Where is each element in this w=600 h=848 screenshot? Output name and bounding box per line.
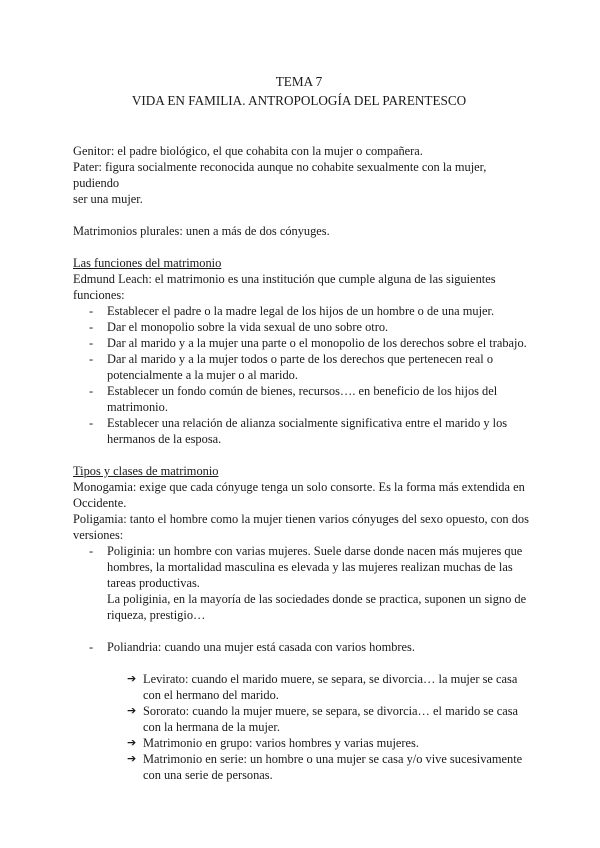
genitor-definition: Genitor: el padre biológico, el que cohabita con la mujer o compañera.: [73, 144, 423, 158]
polygamy-versions-list: [73, 543, 533, 655]
list-item: - Dar al marido y a la mujer todos o parte de los derechos que pertenecen real o potencialmente a la mujer o al marido.: [73, 351, 533, 383]
list-item: - Dar el monopolio sobre la vida sexual de uno sobre otro.: [73, 319, 533, 335]
functions-intro-line2: funciones:: [73, 288, 125, 302]
monogamy-line2: Occidente.: [73, 496, 127, 510]
pater-definition-line2: ser una mujer.: [73, 192, 143, 206]
list-item: - Establecer un fondo común de bienes, recursos…. en beneficio de los hijos del matrimonio.: [73, 383, 533, 415]
arrow-bullet-icon: ➔: [127, 752, 137, 765]
title-topic: TEMA 7: [275, 74, 323, 89]
title-subject: VIDA EN FAMILIA. ANTROPOLOGÍA DEL PARENTESCO: [131, 93, 467, 108]
pater-definition-line1: Pater: figura socialmente reconocida aunque no cohabite sexualmente con la mujer, pudiendo: [73, 160, 487, 190]
list-item: ➔ Sororato: cuando la mujer muere, se separa, se divorcia… el marido se casa con la hermana de la mujer.: [127, 704, 519, 734]
arrow-bullet-icon: ➔: [127, 736, 137, 749]
list-item: ➔ Levirato: cuando el marido muere, se separa, se divorcia… la mujer se casa con el hermano del marido.: [127, 672, 518, 702]
document-page: [73, 72, 533, 783]
list-item: - Establecer una relación de alianza socialmente significativa entre el marido y los hermanos de la esposa.: [73, 415, 533, 447]
monogamy-line1: Monogamia: exige que cada cónyuge tenga un solo consorte. Es la forma más extendida en: [73, 480, 525, 494]
functions-heading: Las funciones del matrimonio: [73, 256, 222, 270]
list-item: - Establecer el padre o la madre legal de los hijos de un hombre o de una mujer.: [73, 303, 533, 319]
types-heading: Tipos y clases de matrimonio: [73, 464, 219, 478]
arrow-bullet-icon: ➔: [127, 672, 137, 685]
polygamy-line1: Poligamia: tanto el hombre como la mujer tienen varios cónyuges del sexo opuesto, con dos: [73, 512, 529, 526]
marriage-subtypes-list: [73, 671, 533, 783]
list-item: ➔ Matrimonio en grupo: varios hombres y varias mujeres.: [127, 736, 419, 750]
list-item: ➔ Matrimonio en serie: un hombre o una mujer se casa y/o vive sucesivamente con una serie de personas.: [127, 752, 523, 782]
functions-intro-line1: Edmund Leach: el matrimonio es una institución que cumple alguna de las siguientes: [73, 272, 496, 286]
functions-list: [73, 303, 533, 447]
polygamy-line2: versiones:: [73, 528, 124, 542]
arrow-bullet-icon: ➔: [127, 704, 137, 717]
list-item-polyandry: - Poliandria: cuando una mujer está casada con varios hombres.: [73, 639, 533, 655]
document-title: [73, 72, 525, 110]
list-item: - Dar al marido y a la mujer una parte o el monopolio de los derechos sobre el trabajo.: [73, 335, 533, 351]
list-item-polygyny: - Poliginia: un hombre con varias mujeres. Suele darse donde nacen más mujeres que hombres, la mortalidad masculina es elevada y las mujeres realizan muchas de las tareas productivas. La poliginia, en la mayoría de las sociedades donde se practica, suponen un signo de riqueza, prestigio…: [73, 543, 533, 639]
plural-marriage-definition: Matrimonios plurales: unen a más de dos cónyuges.: [73, 224, 330, 238]
